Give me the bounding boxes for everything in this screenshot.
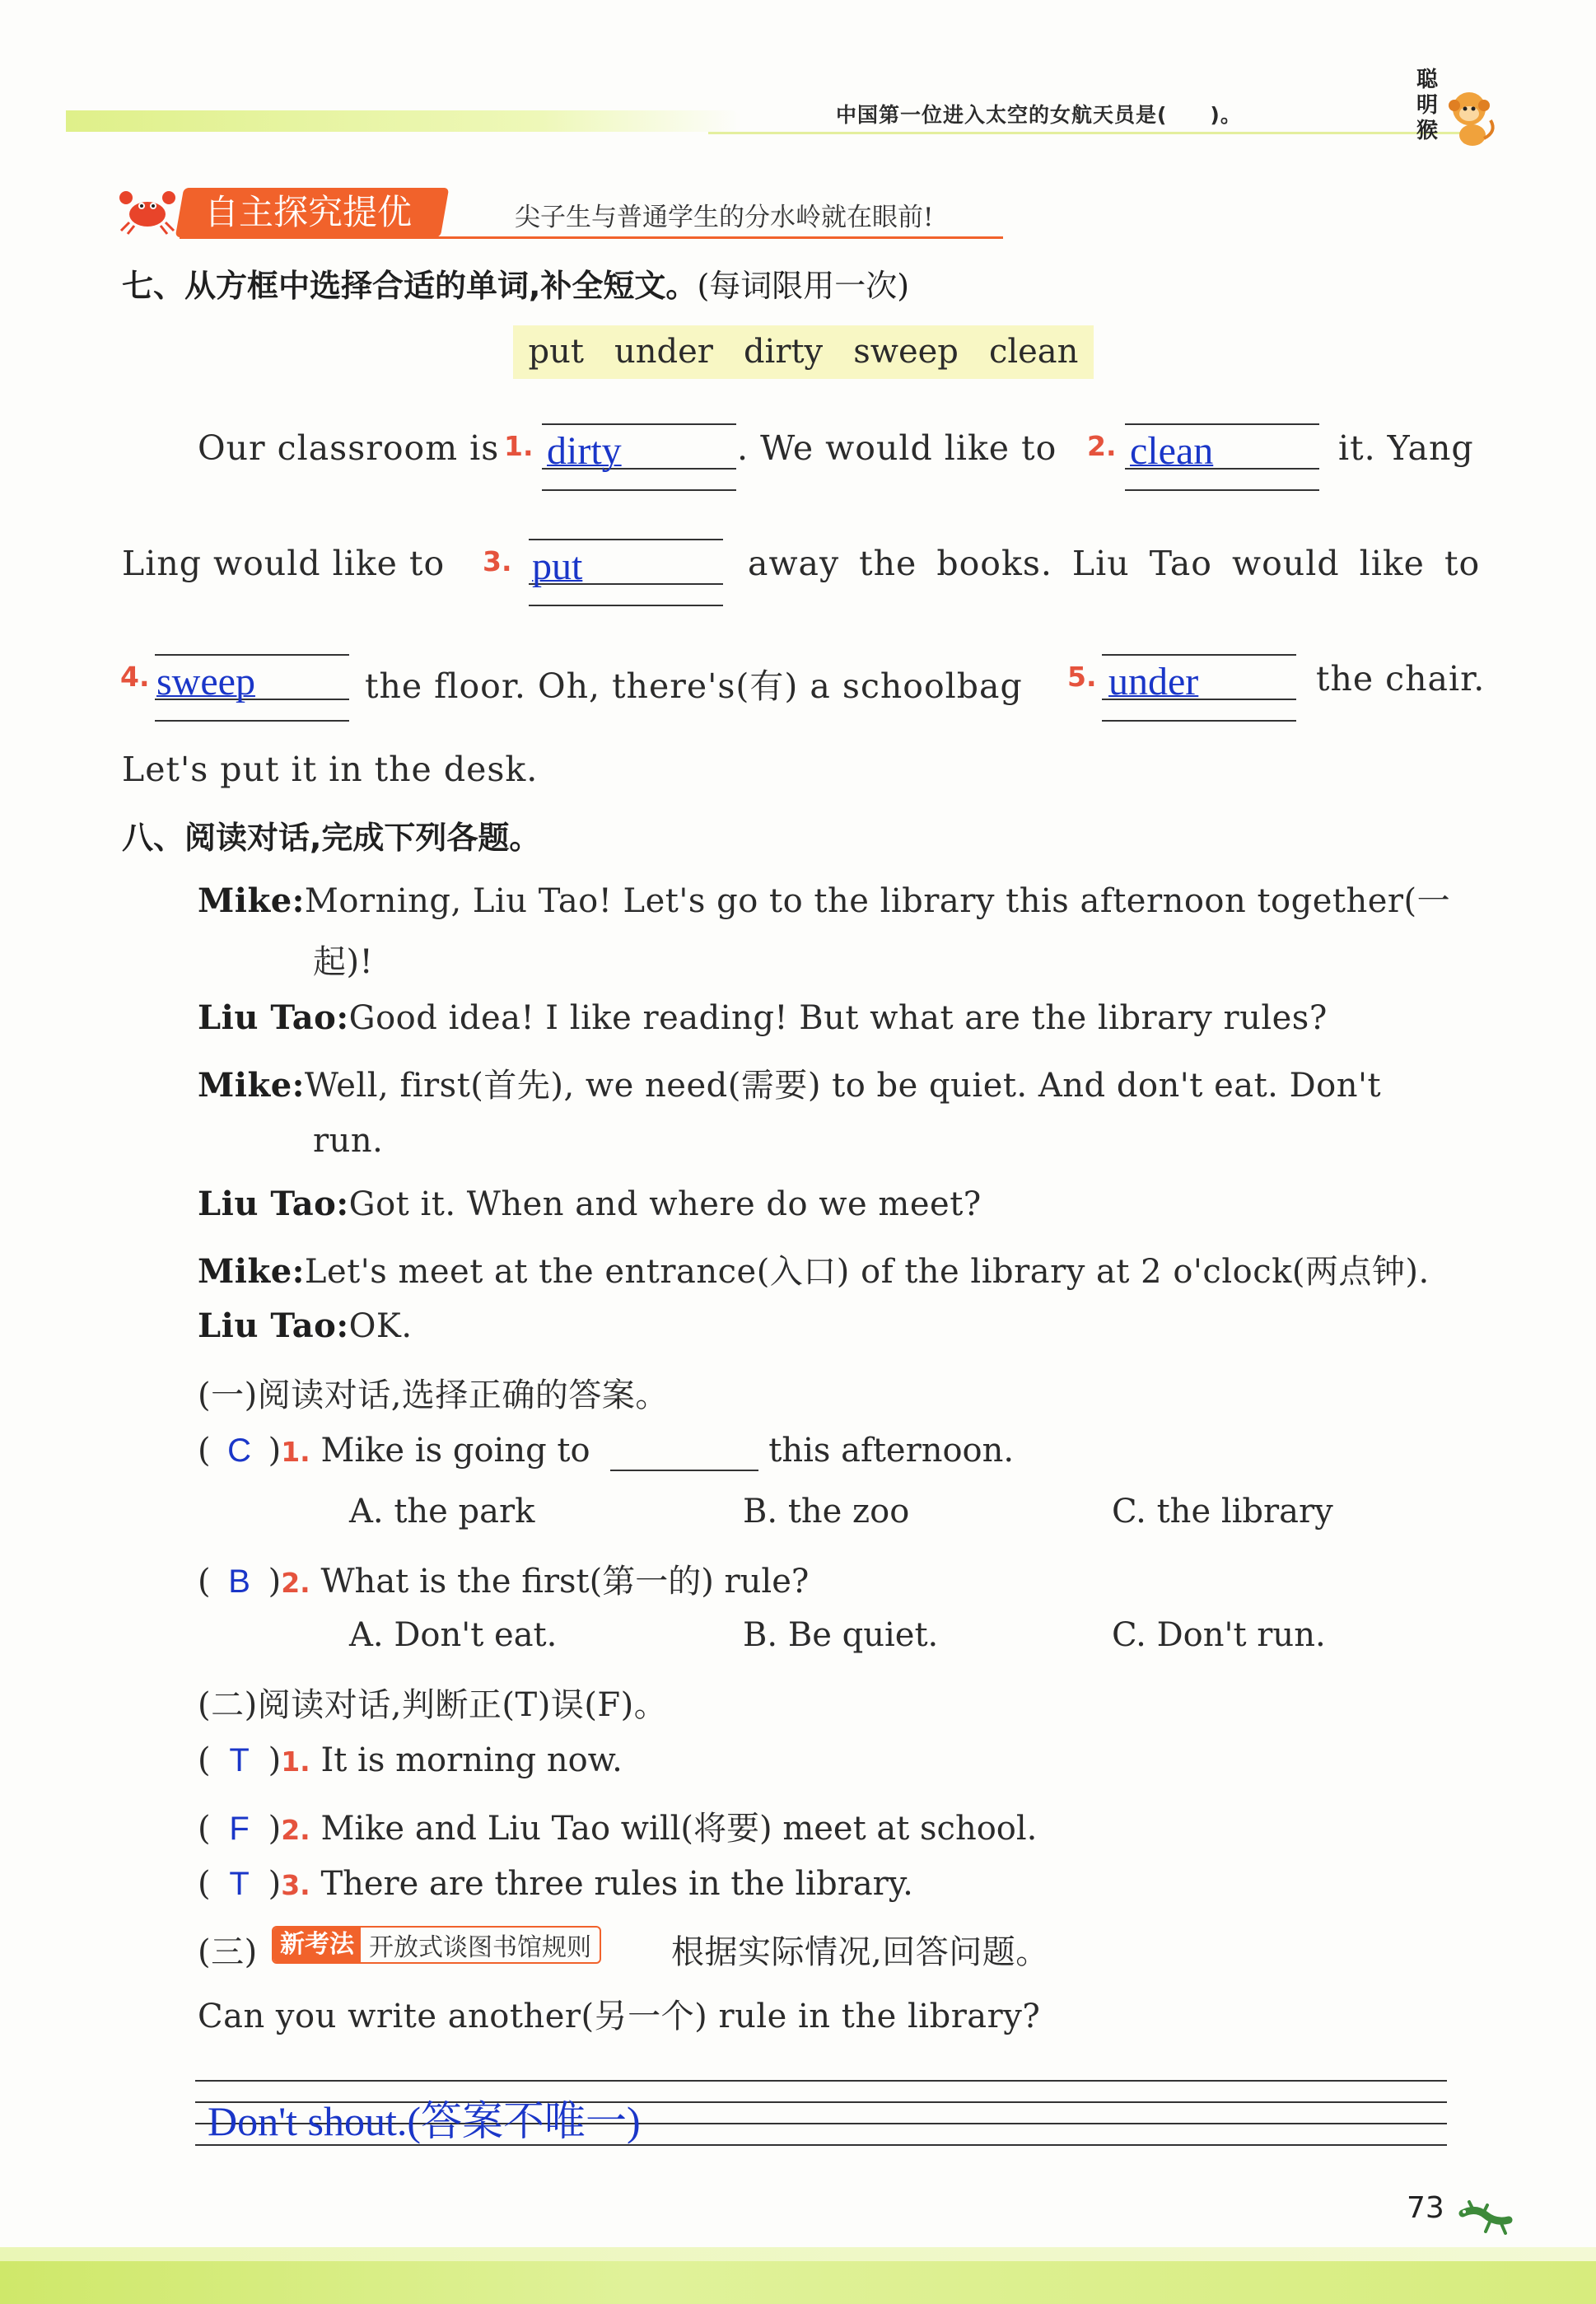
passage-text: Our classroom is [198,428,500,468]
mc-answer-1[interactable]: C [227,1432,252,1469]
dialogue-line: Mike:Well, first(首先), we need(需要) to be quiet. And don't eat. Don't [198,1066,1382,1105]
part3-question: Can you write another(另一个) rule in the library? [198,1998,1041,2035]
blank-number: 2. [1087,430,1117,462]
passage-text: it. Yang [1338,428,1474,468]
part3-prefix: (三) [198,1933,258,1971]
answer-1: dirty [547,429,622,473]
tf-answer-3[interactable]: T [229,1866,250,1902]
header-fact: 中国第一位进入太空的女航天员是( )。 [836,103,1242,127]
word-bank-item: put [528,333,584,371]
mc-option[interactable]: B. the zoo [743,1493,910,1531]
q7-title: 七、从方框中选择合适的单词,补全短文。(每词限用一次) [122,268,910,304]
section-banner-note: 尖子生与普通学生的分水岭就在眼前! [515,203,934,232]
part2-title: (二)阅读对话,判断正(T)误(F)。 [198,1686,668,1724]
tf-question-2: ( F )2. Mike and Liu Tao will(将要) meet at school. [198,1810,1038,1848]
mc-question-1: ( C )1. Mike is going to this afternoon. [198,1432,1015,1470]
footer-stripe [0,2261,1596,2304]
tf-question-1: ( T )1. It is morning now. [198,1741,623,1779]
brand-logo-text: 聪 明 猴 [1416,68,1438,143]
passage-text: the floor. Oh, there's(有) a schoolbag [365,666,1023,706]
word-bank-item: dirty [743,333,824,371]
mc-option[interactable]: B. Be quiet. [743,1616,939,1654]
dialogue-line: Mike:Let's meet at the entrance(入口) of the library at 2 o'clock(两点钟). [198,1252,1430,1291]
section-divider [180,236,1003,239]
new-exam-tag: 新考法 开放式谈图书馆规则 [272,1926,601,1964]
word-bank-item: under [614,333,713,371]
mc-blank [610,1432,758,1471]
gecko-icon [1458,2195,1515,2245]
answer-3: put [532,544,583,588]
page-number: 73 [1407,2191,1444,2225]
word-bank-item: sweep [853,333,959,371]
answer-4: sweep [156,660,255,703]
section-banner: 自主探究提优 [175,188,450,237]
blank-number: 1. [504,430,534,462]
dialogue-line: Liu Tao:Got it. When and where do we meet? [198,1185,982,1223]
crab-icon [118,186,177,236]
dialogue-line: Liu Tao:Good idea! I like reading! But what are the library rules? [198,998,1328,1037]
header-stripe [66,110,741,132]
dialogue-line: Liu Tao:OK. [198,1306,413,1345]
blank-number: 4. [120,661,150,693]
header-line [708,132,1466,134]
monkey-icon [1443,84,1500,150]
part1-title: (一)阅读对话,选择正确的答案。 [198,1376,669,1414]
mc-answer-2[interactable]: B [228,1563,250,1600]
tf-answer-1[interactable]: T [229,1742,250,1778]
passage-text: Let's put it in the desk. [122,750,539,789]
q8-title: 八、阅读对话,完成下列各题。 [122,820,541,856]
passage-text: Ling would like to [122,544,446,583]
passage-text: the chair. [1316,659,1486,699]
mc-question-2: ( B )2. What is the first(第一的) rule? [198,1563,810,1601]
passage-text: away the books. Liu Tao would like to [748,544,1481,583]
dialogue-line-cont: 起)! [313,943,374,981]
word-bank-item: clean [988,333,1079,371]
written-answer[interactable]: Don't shout.(答案不唯一) [208,2098,641,2144]
answer-5: under [1108,660,1199,703]
writing-line [195,2080,1447,2082]
mc-option[interactable]: C. the library [1112,1493,1333,1531]
mc-option[interactable]: A. Don't eat. [349,1616,558,1654]
mc-option[interactable]: C. Don't run. [1112,1616,1326,1654]
passage-text: . We would like to [737,428,1057,468]
part3-title: 根据实际情况,回答问题。 [671,1933,1049,1971]
blank-number: 3. [483,545,512,577]
blank-number: 5. [1067,661,1097,693]
word-bank [513,325,1094,379]
answer-2: clean [1130,429,1214,473]
mc-option[interactable]: A. the park [349,1493,535,1531]
dialogue-line-cont: run. [313,1122,384,1160]
tf-answer-2[interactable]: F [229,1811,250,1847]
tf-question-3: ( T )3. There are three rules in the library. [198,1865,913,1903]
dialogue-line: Mike:Morning, Liu Tao! Let's go to the library this afternoon together(一 [198,881,1451,920]
